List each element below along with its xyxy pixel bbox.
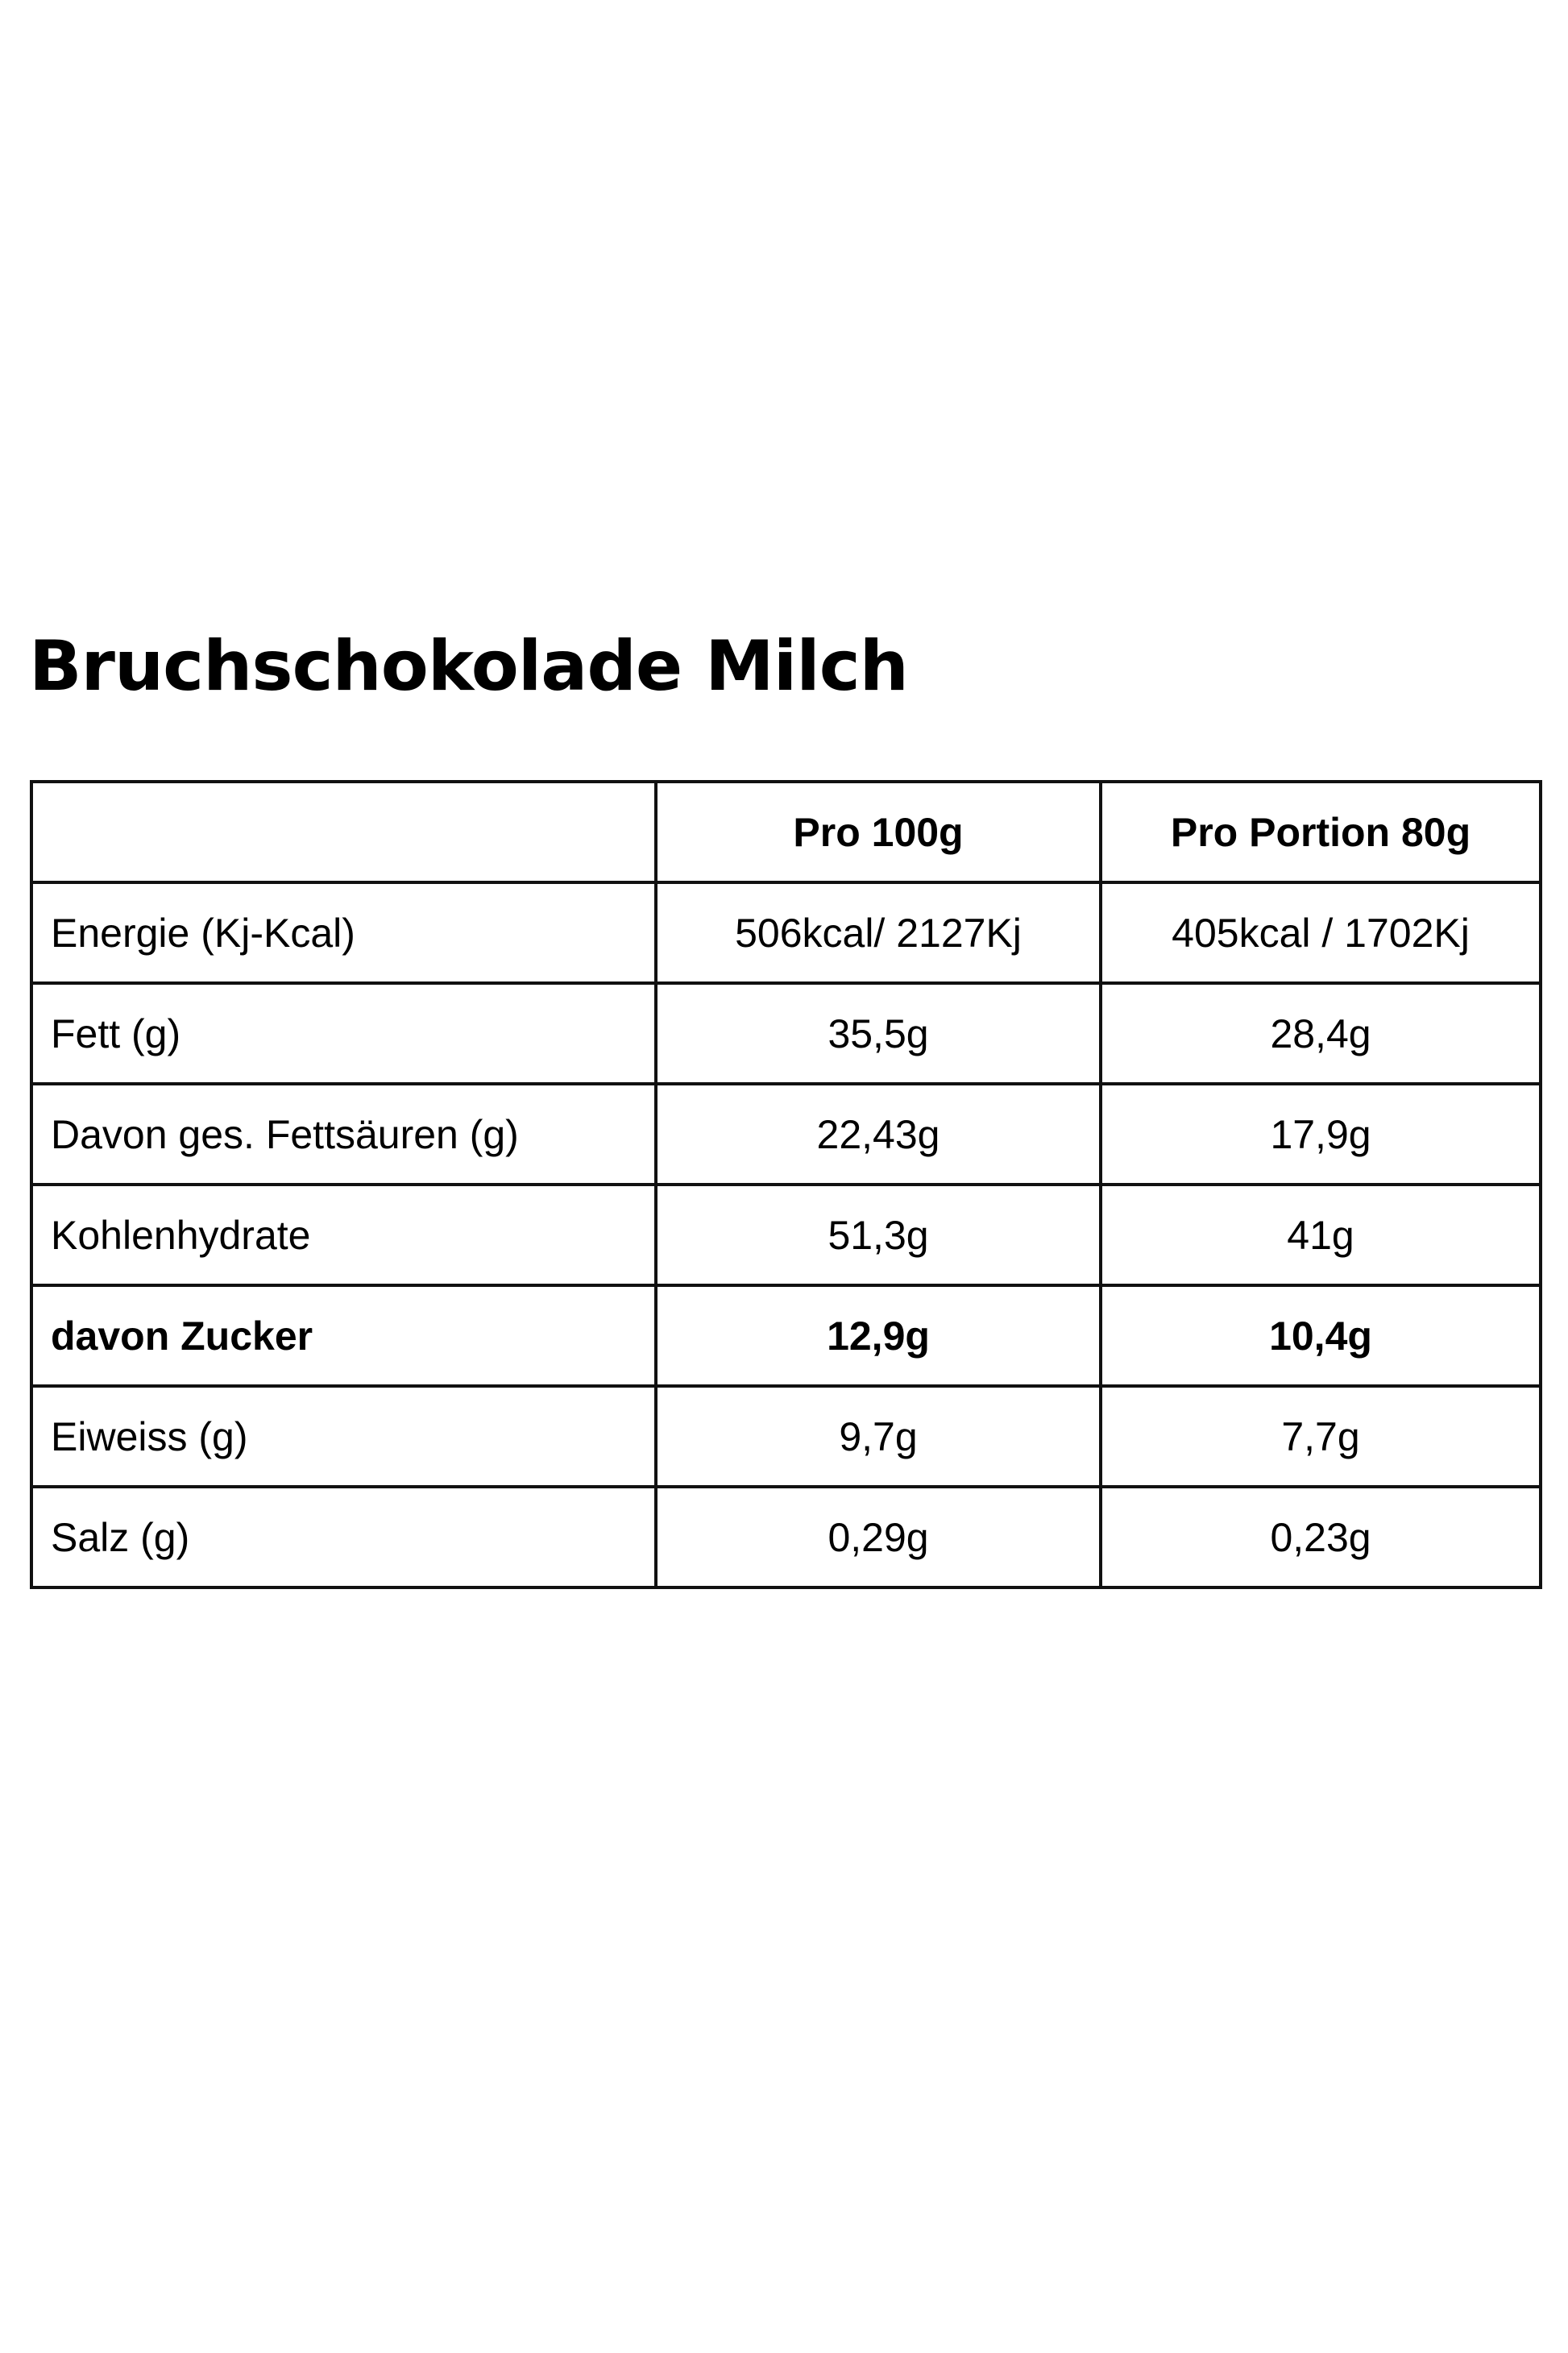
table-row: [31, 983, 1541, 1084]
row-label: Salz (g): [31, 1487, 656, 1587]
page-title: Bruchschokolade Milch: [29, 626, 908, 707]
row-label: Davon ges. Fettsäuren (g): [31, 1084, 656, 1185]
table-row: [31, 1084, 1541, 1185]
table-header-row: [31, 782, 1541, 882]
value-per-portion: 28,4g: [1101, 983, 1541, 1084]
value-per-100g: 12,9g: [656, 1285, 1101, 1386]
table-row: [31, 1487, 1541, 1587]
value-per-portion: 41g: [1101, 1185, 1541, 1285]
value-per-100g: 0,29g: [656, 1487, 1101, 1587]
row-label: Energie (Kj-Kcal): [31, 882, 656, 983]
header-empty-cell: [31, 782, 656, 882]
value-per-100g: 22,43g: [656, 1084, 1101, 1185]
table-row: [31, 1386, 1541, 1487]
value-per-100g: 51,3g: [656, 1185, 1101, 1285]
nutrition-table: [30, 780, 1542, 1589]
value-per-100g: 9,7g: [656, 1386, 1101, 1487]
row-label: Eiweiss (g): [31, 1386, 656, 1487]
row-label: Kohlenhydrate: [31, 1185, 656, 1285]
row-label: davon Zucker: [31, 1285, 656, 1386]
value-per-100g: 35,5g: [656, 983, 1101, 1084]
table-row-highlighted: [31, 1285, 1541, 1386]
value-per-portion: 10,4g: [1101, 1285, 1541, 1386]
header-per-portion: Pro Portion 80g: [1101, 782, 1541, 882]
value-per-portion: 7,7g: [1101, 1386, 1541, 1487]
table-row: [31, 1185, 1541, 1285]
value-per-portion: 0,23g: [1101, 1487, 1541, 1587]
value-per-portion: 405kcal / 1702Kj: [1101, 882, 1541, 983]
value-per-portion: 17,9g: [1101, 1084, 1541, 1185]
row-label: Fett (g): [31, 983, 656, 1084]
table-row: [31, 882, 1541, 983]
value-per-100g: 506kcal/ 2127Kj: [656, 882, 1101, 983]
header-per-100g: Pro 100g: [656, 782, 1101, 882]
